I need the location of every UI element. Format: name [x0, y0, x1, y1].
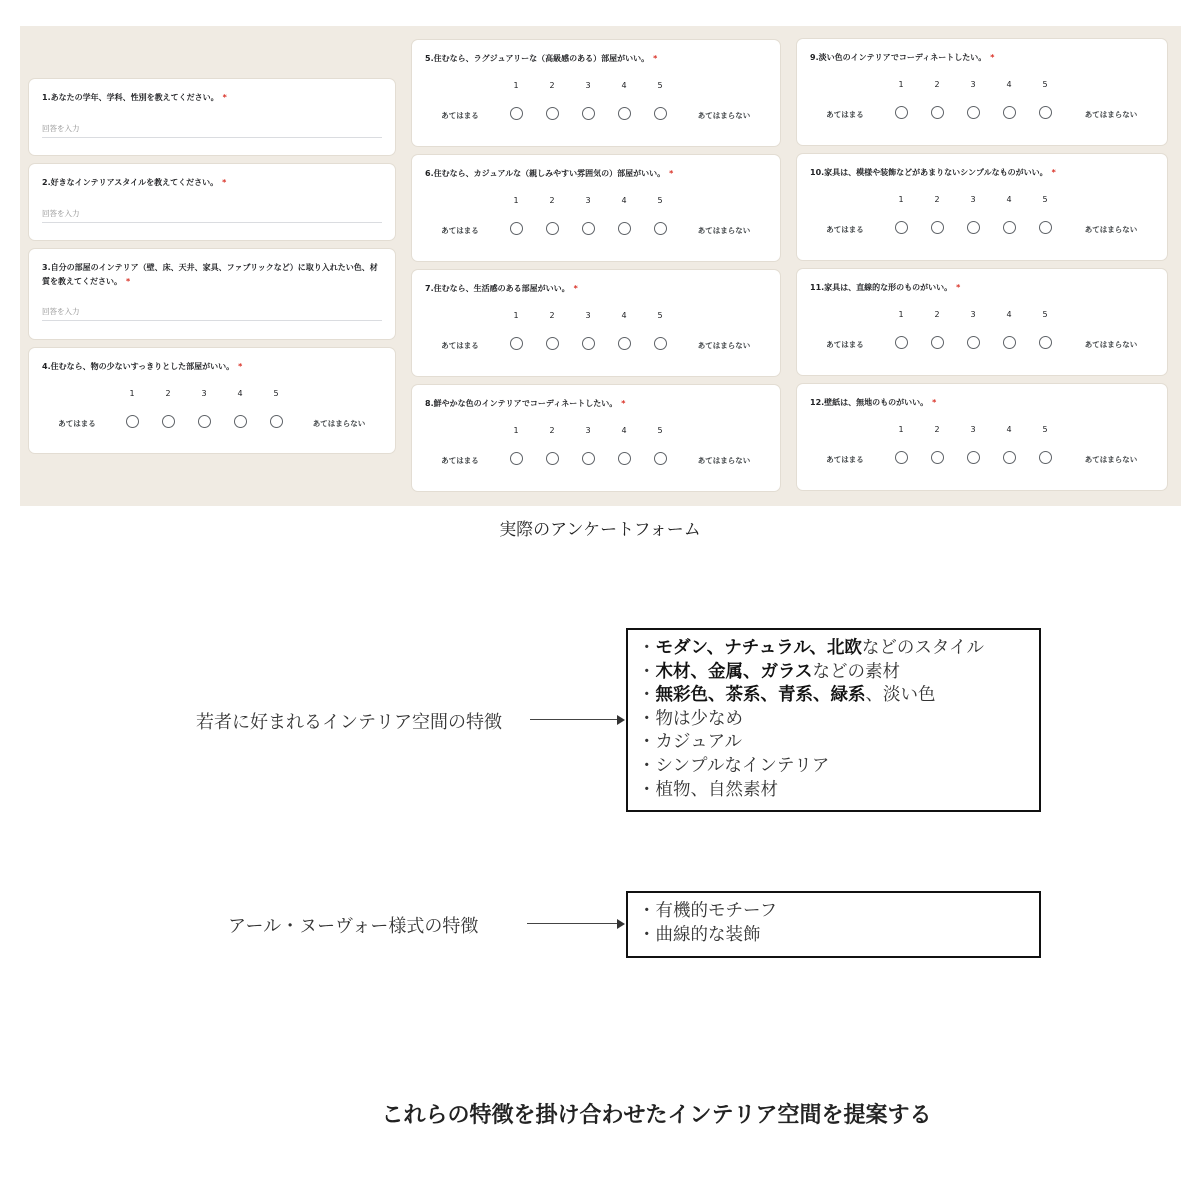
scale-numbers: [797, 80, 1167, 92]
scale-number: 4: [621, 426, 627, 435]
scale-number: 4: [1006, 80, 1012, 89]
scale-label-disagree: あてはまらない: [312, 419, 366, 428]
art-nouveau-features-box: [626, 891, 1041, 958]
question-title: 7.住むなら、生活感のある部屋がいい。 *: [425, 284, 578, 293]
radio-option-3[interactable]: [582, 222, 595, 235]
scale-label-agree: あてはまる: [441, 226, 479, 235]
scale-number: 2: [549, 81, 555, 90]
scale-number: 1: [513, 196, 519, 205]
scale-numbers: [412, 311, 780, 323]
question-title: 4.住むなら、物の少ないすっきりとした部屋がいい。 *: [42, 362, 243, 371]
scale-number: 2: [934, 425, 940, 434]
radio-option-5[interactable]: [1039, 451, 1052, 464]
survey-form-panel: [20, 26, 1181, 506]
feature-item: [638, 661, 1029, 685]
question-card-10: [797, 154, 1167, 260]
conclusion-text: これらの特徴を掛け合わせたインテリア空間を提案する: [381, 1103, 932, 1128]
likert-scale: [797, 451, 1167, 467]
scale-number: 5: [657, 311, 663, 320]
required-mark: *: [956, 283, 961, 292]
radio-option-5[interactable]: [654, 107, 667, 120]
feature-text: ・シンプルなインテリア: [638, 755, 830, 776]
scale-number: 1: [513, 311, 519, 320]
scale-label-disagree: あてはまらない: [697, 456, 751, 465]
required-mark: *: [573, 284, 578, 293]
radio-option-4[interactable]: [618, 452, 631, 465]
radio-option-1[interactable]: [510, 107, 523, 120]
radio-option-2[interactable]: [546, 222, 559, 235]
scale-number: 3: [970, 195, 976, 204]
likert-scale: [797, 336, 1167, 352]
scale-numbers: [797, 195, 1167, 207]
radio-option-5[interactable]: [270, 415, 283, 428]
radio-option-5[interactable]: [654, 452, 667, 465]
answer-input[interactable]: 回答を入力: [42, 306, 382, 321]
feature-item: [638, 731, 1029, 755]
form-caption: 実際のアンケートフォーム: [499, 520, 701, 540]
required-mark: *: [222, 178, 227, 187]
answer-input[interactable]: 回答を入力: [42, 123, 382, 138]
radio-option-3[interactable]: [967, 221, 980, 234]
radio-option-2[interactable]: [931, 336, 944, 349]
scale-label-agree: あてはまる: [441, 341, 479, 350]
feature-text: ・物は少なめ: [638, 708, 743, 729]
question-card-5: [412, 40, 780, 146]
scale-number: 1: [129, 389, 135, 398]
radio-option-3[interactable]: [967, 451, 980, 464]
radio-option-4[interactable]: [1003, 336, 1016, 349]
feature-text: 木材、金属、ガラス: [655, 661, 813, 682]
scale-number: 3: [970, 310, 976, 319]
radio-option-4[interactable]: [1003, 221, 1016, 234]
question-card-7: [412, 270, 780, 376]
scale-number: 1: [898, 425, 904, 434]
radio-option-5[interactable]: [654, 337, 667, 350]
radio-option-2[interactable]: [546, 452, 559, 465]
scale-number: 5: [657, 196, 663, 205]
answer-input[interactable]: 回答を入力: [42, 208, 382, 223]
scale-number: 4: [1006, 195, 1012, 204]
radio-option-2[interactable]: [931, 451, 944, 464]
youth-features-label: 若者に好まれるインテリア空間の特徴: [196, 712, 502, 733]
question-card-3: [29, 249, 395, 339]
scale-number: 2: [934, 310, 940, 319]
scale-label-disagree: あてはまらない: [1084, 225, 1138, 234]
youth-features-box: [626, 628, 1041, 812]
feature-item: [638, 637, 1029, 661]
scale-label-agree: あてはまる: [826, 340, 864, 349]
radio-option-1[interactable]: [126, 415, 139, 428]
scale-label-disagree: あてはまらない: [1084, 455, 1138, 464]
scale-label-agree: あてはまる: [58, 419, 96, 428]
feature-text: などの素材: [812, 661, 900, 682]
question-title: 3.自分の部屋のインテリア（壁、床、天井、家具、ファブリックなど）に取り入れたい色、材質を教えてください。 *: [42, 263, 378, 286]
scale-label-disagree: あてはまらない: [1084, 110, 1138, 119]
likert-scale: [797, 221, 1167, 237]
feature-item: [638, 900, 1029, 924]
scale-number: 1: [513, 426, 519, 435]
scale-number: 5: [1042, 80, 1048, 89]
arrow-right-icon: [527, 918, 625, 930]
required-mark: *: [238, 362, 243, 371]
radio-option-1[interactable]: [895, 106, 908, 119]
scale-number: 2: [549, 426, 555, 435]
scale-number: 1: [898, 80, 904, 89]
question-card-1: [29, 79, 395, 155]
scale-label-agree: あてはまる: [826, 225, 864, 234]
scale-label-disagree: あてはまらない: [1084, 340, 1138, 349]
scale-number: 5: [657, 426, 663, 435]
radio-option-5[interactable]: [654, 222, 667, 235]
feature-item: [638, 755, 1029, 779]
scale-number: 1: [513, 81, 519, 90]
radio-option-4[interactable]: [618, 222, 631, 235]
scale-numbers: [412, 81, 780, 93]
required-mark: *: [222, 93, 227, 102]
feature-item: [638, 924, 1029, 948]
radio-option-4[interactable]: [618, 337, 631, 350]
feature-text: などのスタイル: [861, 638, 984, 658]
required-mark: *: [653, 54, 658, 63]
radio-option-2[interactable]: [931, 221, 944, 234]
radio-option-3[interactable]: [582, 452, 595, 465]
scale-number: 1: [898, 195, 904, 204]
scale-number: 2: [549, 311, 555, 320]
question-title: 12.壁紙は、無地のものがいい。 *: [810, 398, 937, 407]
radio-option-3[interactable]: [582, 337, 595, 350]
question-title: 2.好きなインテリアスタイルを教えてください。 *: [42, 178, 227, 187]
scale-number: 5: [657, 81, 663, 90]
radio-option-4[interactable]: [1003, 451, 1016, 464]
required-mark: *: [990, 53, 995, 62]
radio-option-5[interactable]: [1039, 106, 1052, 119]
feature-text: ・曲線的な装飾: [638, 924, 761, 945]
feature-text: ・: [638, 685, 656, 706]
scale-number: 4: [621, 311, 627, 320]
scale-number: 3: [970, 80, 976, 89]
scale-number: 3: [585, 81, 591, 90]
radio-option-4[interactable]: [1003, 106, 1016, 119]
question-card-12: [797, 384, 1167, 490]
likert-scale: [412, 107, 780, 123]
scale-number: 5: [1042, 310, 1048, 319]
question-card-4: [29, 348, 395, 453]
feature-text: 無彩色、茶系、青系、緑系: [655, 685, 866, 706]
scale-number: 4: [1006, 425, 1012, 434]
scale-label-disagree: あてはまらない: [697, 111, 751, 120]
radio-option-1[interactable]: [510, 452, 523, 465]
radio-option-2[interactable]: [546, 107, 559, 120]
question-title: 10.家具は、模様や装飾などがあまりないシンプルなものがいい。 *: [810, 168, 1056, 177]
radio-option-3[interactable]: [582, 107, 595, 120]
scale-numbers: [797, 425, 1167, 437]
radio-option-1[interactable]: [510, 222, 523, 235]
radio-option-3[interactable]: [967, 106, 980, 119]
scale-number: 2: [165, 389, 171, 398]
scale-label-agree: あてはまる: [826, 110, 864, 119]
radio-option-5[interactable]: [1039, 336, 1052, 349]
scale-number: 5: [1042, 195, 1048, 204]
feature-text: ・: [638, 638, 656, 658]
scale-number: 3: [970, 425, 976, 434]
required-mark: *: [1051, 168, 1056, 177]
scale-numbers: [412, 196, 780, 208]
radio-option-4[interactable]: [618, 107, 631, 120]
scale-number: 4: [1006, 310, 1012, 319]
feature-item: [638, 708, 1029, 732]
scale-label-disagree: あてはまらない: [697, 226, 751, 235]
scale-number: 2: [549, 196, 555, 205]
feature-text: ・植物、自然素材: [638, 779, 778, 800]
likert-scale: [412, 337, 780, 353]
likert-scale: [797, 106, 1167, 122]
feature-text: モダン、ナチュラル、北欧: [655, 638, 862, 658]
scale-label-agree: あてはまる: [441, 456, 479, 465]
question-title: 8.鮮やかな色のインテリアでコーディネートしたい。 *: [425, 399, 626, 408]
scale-label-agree: あてはまる: [441, 111, 479, 120]
radio-option-1[interactable]: [895, 451, 908, 464]
scale-number: 5: [273, 389, 279, 398]
question-card-9: [797, 39, 1167, 145]
radio-option-2[interactable]: [162, 415, 175, 428]
required-mark: *: [126, 277, 131, 286]
likert-scale: [412, 452, 780, 468]
scale-label-agree: あてはまる: [826, 455, 864, 464]
question-title: 9.淡い色のインテリアでコーディネートしたい。 *: [810, 53, 995, 62]
feature-item: [638, 684, 1029, 708]
art-nouveau-features-label: アール・ヌーヴォー様式の特徴: [228, 916, 479, 937]
feature-text: ・有機的モチーフ: [638, 901, 778, 921]
feature-text: ・カジュアル: [638, 732, 742, 753]
scale-number: 1: [898, 310, 904, 319]
radio-option-1[interactable]: [895, 336, 908, 349]
radio-option-2[interactable]: [546, 337, 559, 350]
scale-number: 4: [621, 196, 627, 205]
scale-number: 3: [585, 196, 591, 205]
likert-scale: [412, 222, 780, 238]
scale-number: 5: [1042, 425, 1048, 434]
radio-option-1[interactable]: [895, 221, 908, 234]
question-title: 11.家具は、直線的な形のものがいい。 *: [810, 283, 961, 292]
scale-number: 4: [237, 389, 243, 398]
question-title: 5.住むなら、ラグジュアリーな（高級感のある）部屋がいい。 *: [425, 54, 658, 63]
radio-option-2[interactable]: [931, 106, 944, 119]
radio-option-5[interactable]: [1039, 221, 1052, 234]
radio-option-4[interactable]: [234, 415, 247, 428]
scale-numbers: [412, 426, 780, 438]
scale-number: 2: [934, 80, 940, 89]
scale-number: 3: [585, 426, 591, 435]
feature-text: 、淡い色: [865, 685, 936, 706]
radio-option-3[interactable]: [967, 336, 980, 349]
scale-number: 3: [201, 389, 207, 398]
scale-number: 2: [934, 195, 940, 204]
radio-option-3[interactable]: [198, 415, 211, 428]
likert-scale: [29, 415, 395, 431]
feature-text: ・: [638, 661, 656, 682]
scale-number: 4: [621, 81, 627, 90]
question-card-8: [412, 385, 780, 491]
question-card-11: [797, 269, 1167, 375]
radio-option-1[interactable]: [510, 337, 523, 350]
required-mark: *: [669, 169, 674, 178]
question-title: 6.住むなら、カジュアルな（親しみやすい雰囲気の）部屋がいい。 *: [425, 169, 674, 178]
scale-numbers: [29, 389, 395, 401]
required-mark: *: [932, 398, 937, 407]
question-title: 1.あなたの学年、学科、性別を教えてください。 *: [42, 93, 227, 102]
scale-numbers: [797, 310, 1167, 322]
arrow-right-icon: [530, 714, 625, 726]
scale-label-disagree: あてはまらない: [697, 341, 751, 350]
feature-item: [638, 779, 1029, 803]
required-mark: *: [621, 399, 626, 408]
question-card-2: [29, 164, 395, 240]
scale-number: 3: [585, 311, 591, 320]
question-card-6: [412, 155, 780, 261]
